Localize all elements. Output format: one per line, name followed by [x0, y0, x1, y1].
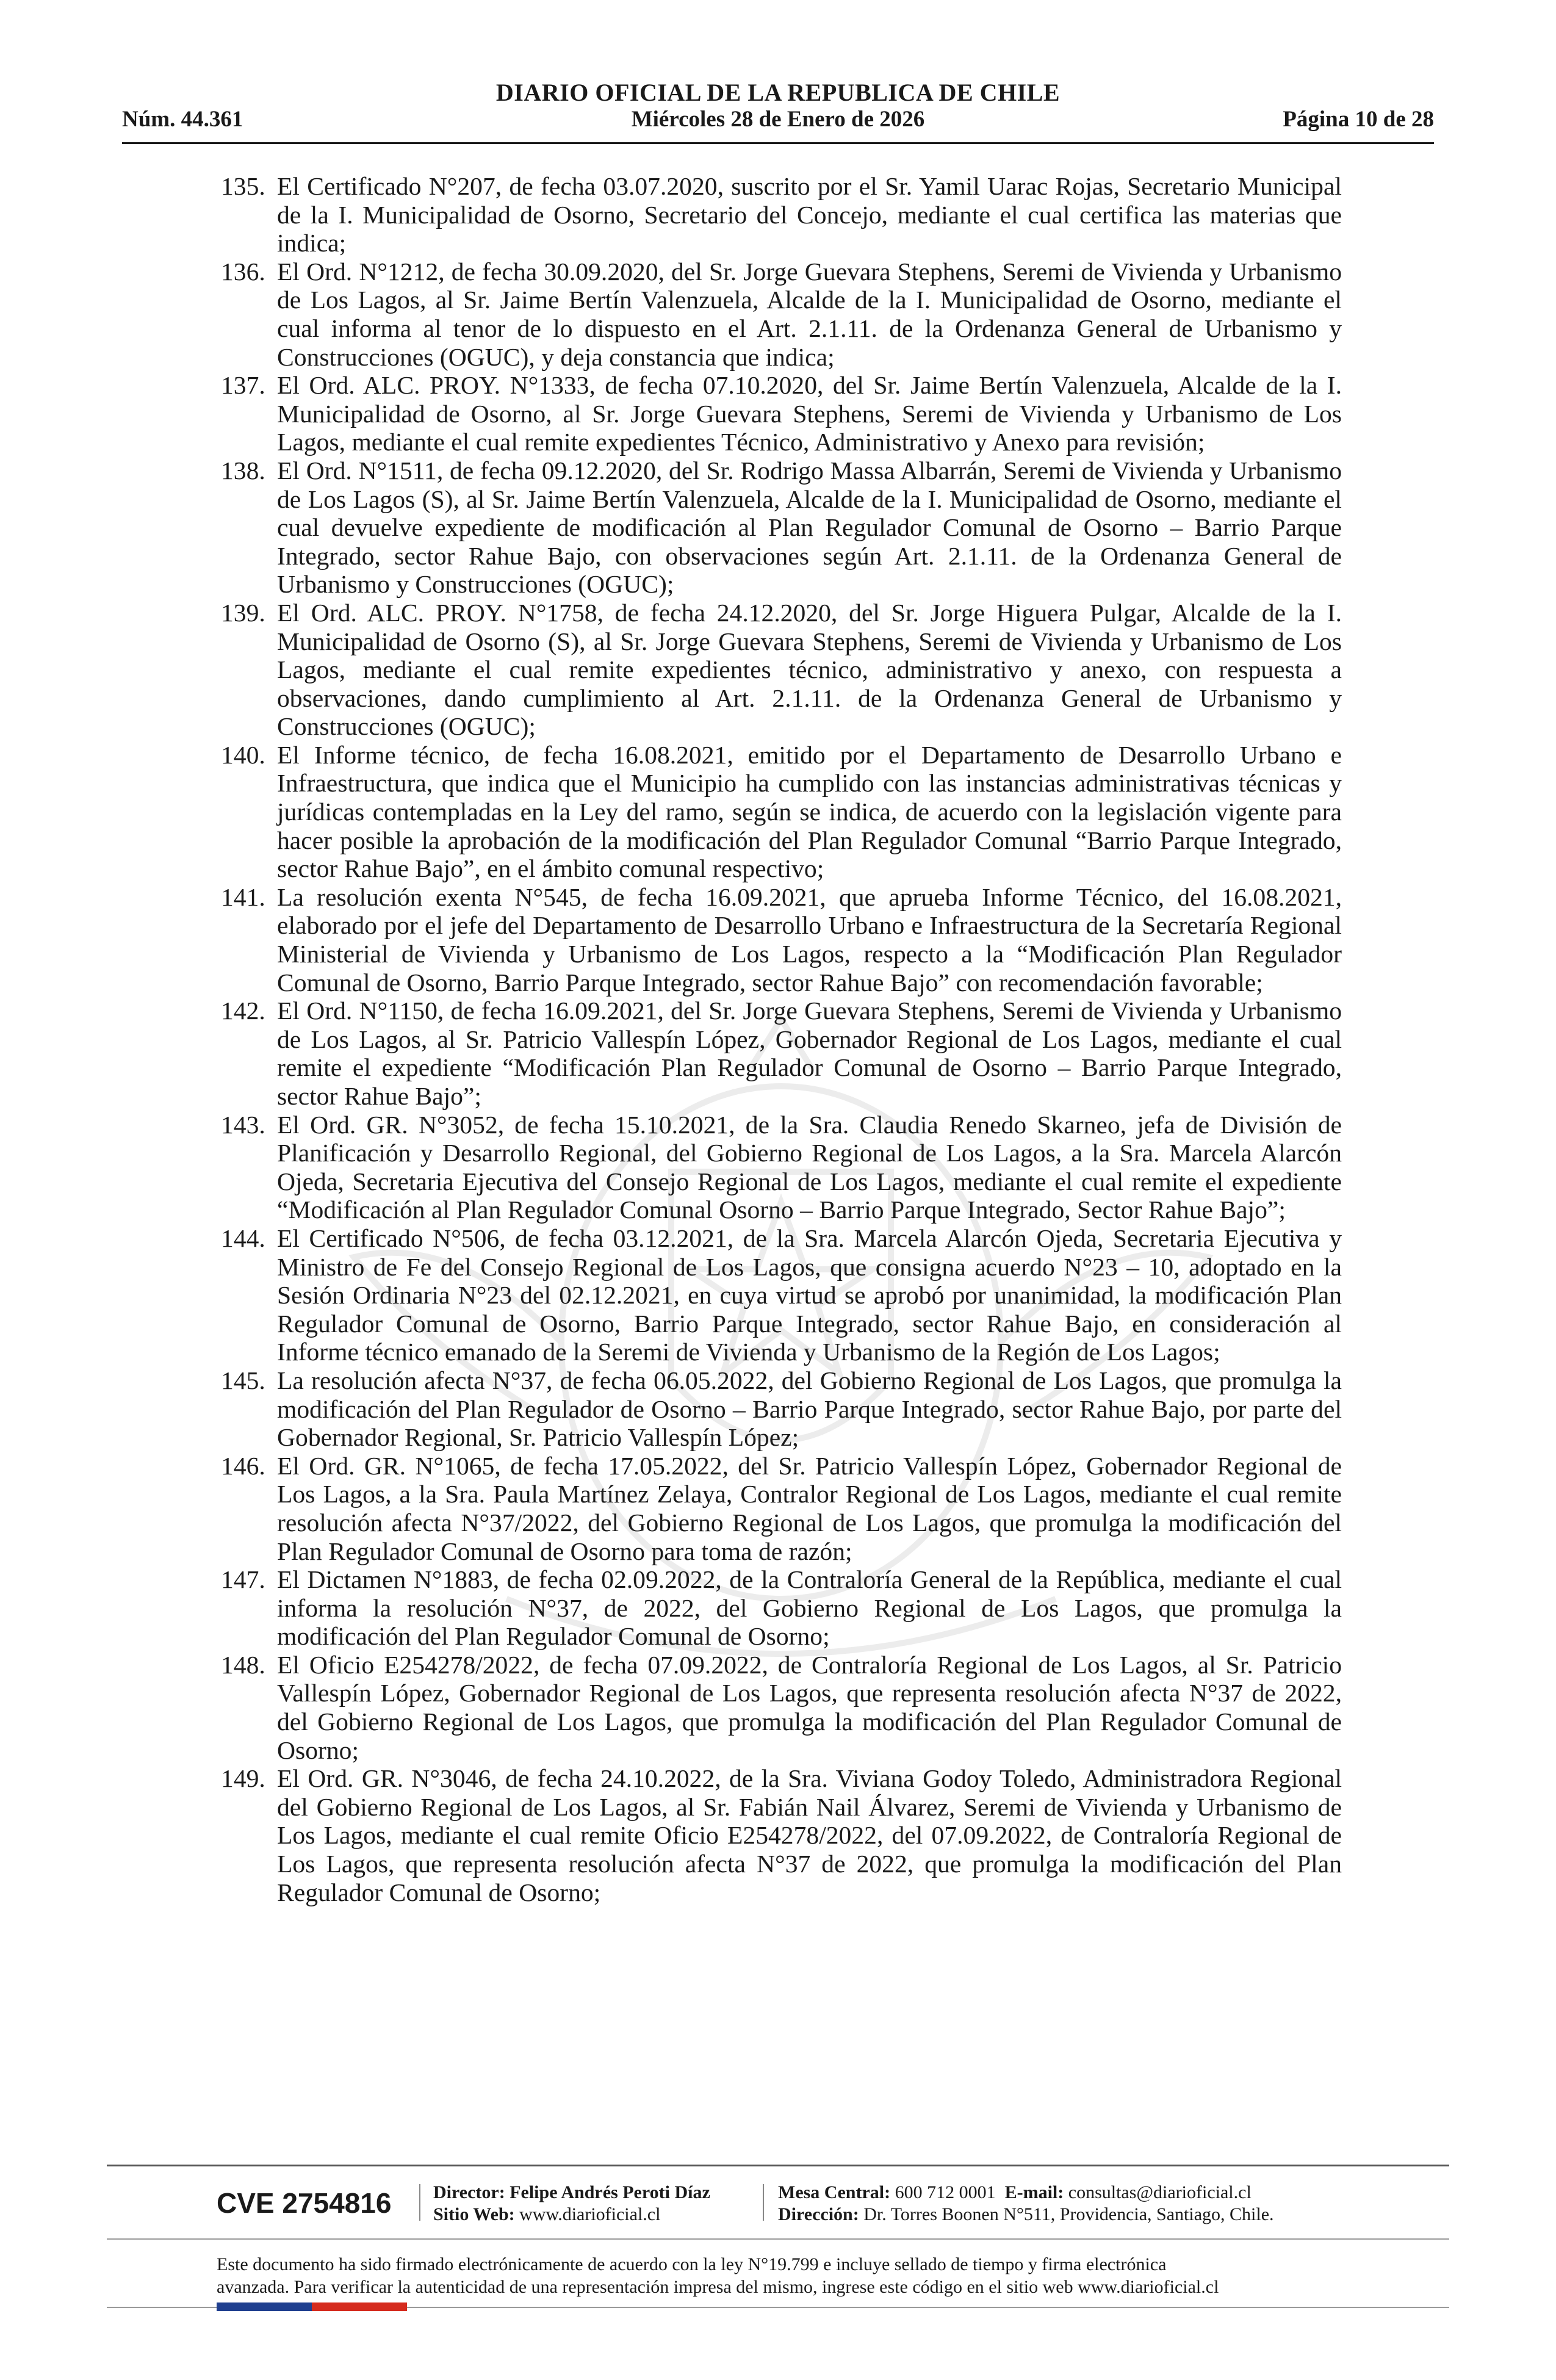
- page-header: [122, 78, 1434, 139]
- list-item: [221, 1565, 1342, 1651]
- item-text: El Ord. ALC. PROY. N°1333, de fecha 07.10.2020, del Sr. Jaime Bertín Valenzuela, Alcalde de la I. Municipalidad de Osorno, al Sr. Jorge Guevara Stephens, Seremi de Vivienda y Urbanismo de Los Lagos, mediante el cual remite expedientes Técnico, Administrativo y Anexo para revisión;: [277, 371, 1342, 456]
- item-text: La resolución afecta N°37, de fecha 06.05.2022, del Gobierno Regional de Los Lagos, que promulga la modificación del Plan Regulador de Osorno – Barrio Parque Integrado, sector Rahue Bajo, por parte del Gobernador Regional, Sr. Patricio Vallespín López;: [277, 1366, 1342, 1452]
- director-name: Felipe Andrés Peroti Díaz: [510, 2182, 710, 2202]
- footer-divider: [107, 2238, 1449, 2240]
- item-number: 135.: [221, 172, 265, 200]
- considerandos-list: [221, 172, 1342, 1906]
- item-text: El Oficio E254278/2022, de fecha 07.09.2022, de Contraloría Regional de Los Lagos, al Sr. Patricio Vallespín López, Gobernador Regional de Los Lagos, que representa resolución afecta N°37 de 2022, del Gobierno Regional de Los Lagos, que promulga la modificación del Plan Regulador Comunal de Osorno;: [277, 1650, 1342, 1764]
- item-number: 146.: [221, 1451, 265, 1480]
- list-item: [221, 172, 1342, 258]
- item-text: El Informe técnico, de fecha 16.08.2021, emitido por el Departamento de Desarrollo Urbano e Infraestructura, que indica que el Municipio ha cumplido con las instancias administrativas técnicas y jurídicas contempladas en la Ley del ramo, según se indica, de acuerdo con la legislación vigente para hacer posible la aprobación de la modificación del Plan Regulador Comunal “Barrio Parque Integrado, sector Rahue Bajo”, en el ámbito comunal respectivo;: [277, 740, 1342, 883]
- footer-director-block: [433, 2182, 710, 2226]
- publication-title: DIARIO OFICIAL DE LA REPUBLICA DE CHILE: [495, 79, 1061, 106]
- flag-red-segment: [312, 2302, 407, 2311]
- list-item: [221, 883, 1342, 997]
- item-number: 140.: [221, 740, 265, 769]
- flag-stripe: [217, 2302, 407, 2311]
- list-item: [221, 1111, 1342, 1224]
- item-text: El Ord. GR. N°1065, de fecha 17.05.2022, del Sr. Patricio Vallespín López, Gobernador Regional de Los Lagos, a la Sra. Paula Martínez Zelaya, Contralor Regional de Los Lagos, mediante el cual remite resolución afecta N°37/2022, del Gobierno Regional de Los Lagos, que promulga la modificación del Plan Regulador Comunal de Osorno para toma de razón;: [277, 1451, 1342, 1565]
- email-label: E-mail:: [1004, 2182, 1064, 2202]
- email-link[interactable]: consultas@diarioficial.cl: [1068, 2182, 1252, 2202]
- address-text: Dr. Torres Boonen N°511, Providencia, Santiago, Chile.: [863, 2204, 1274, 2224]
- item-text: El Ord. N°1150, de fecha 16.09.2021, del Sr. Jorge Guevara Stephens, Seremi de Vivienda y Urbanismo de Los Lagos, al Sr. Patricio Vallespín López, Gobernador Regional de Los Lagos, mediante el cual remite el expediente “Modificación Plan Regulador Comunal de Osorno – Barrio Parque Integrado, sector Rahue Bajo”;: [277, 997, 1342, 1110]
- item-text: El Dictamen N°1883, de fecha 02.09.2022, de la Contraloría General de la República, mediante el cual informa la resolución N°37, de 2022, del Gobierno Regional de Los Lagos, que promulga la modificación del Plan Regulador Comunal de Osorno;: [277, 1565, 1342, 1651]
- item-text: El Ord. N°1212, de fecha 30.09.2020, del Sr. Jorge Guevara Stephens, Seremi de Vivienda y Urbanismo de Los Lagos, al Sr. Jaime Bertín Valenzuela, Alcalde de la I. Municipalidad de Osorno, mediante el cual informa al tenor de lo dispuesto en el Art. 2.1.11. de la Ordenanza General de Urbanismo y Construcciones (OGUC), y deja constancia que indica;: [277, 257, 1342, 371]
- item-number: 148.: [221, 1650, 265, 1679]
- item-text: El Ord. N°1511, de fecha 09.12.2020, del Sr. Rodrigo Massa Albarrán, Seremi de Vivienda y Urbanismo de Los Lagos (S), al Sr. Jaime Bertín Valenzuela, Alcalde de la I. Municipalidad de Osorno, mediante el cual devuelve expediente de modificación al Plan Regulador Comunal de Osorno – Barrio Parque Integrado, sector Rahue Bajo, con observaciones según Art. 2.1.11. de la Ordenanza General de Urbanismo y Construcciones (OGUC);: [277, 456, 1342, 599]
- list-item: [221, 997, 1342, 1110]
- item-text: La resolución exenta N°545, de fecha 16.09.2021, que aprueba Informe Técnico, del 16.08.2021, elaborado por el jefe del Departamento de Desarrollo Urbano e Infraestructura de la Secretaría Regional Ministerial de Vivienda y Urbanismo de Los Lagos, respecto a la “Modificación Plan Regulador Comunal de Osorno, Barrio Parque Integrado, sector Rahue Bajo” con recomendación favorable;: [277, 882, 1342, 997]
- list-item: [221, 1366, 1342, 1452]
- phone-number: 600 712 0001: [895, 2182, 996, 2202]
- list-item: [221, 599, 1342, 741]
- web-label: Sitio Web:: [433, 2204, 515, 2224]
- item-number: 137.: [221, 371, 265, 400]
- item-number: 143.: [221, 1110, 265, 1139]
- web-link[interactable]: www.diarioficial.cl: [519, 2204, 661, 2224]
- item-number: 149.: [221, 1764, 265, 1793]
- item-number: 144.: [221, 1224, 265, 1252]
- page-footer: [217, 2182, 1376, 2230]
- phone-label: Mesa Central:: [778, 2182, 891, 2202]
- cve-code: CVE 2754816: [217, 2187, 392, 2219]
- list-item: [221, 456, 1342, 599]
- item-number: 141.: [221, 882, 265, 911]
- list-item: [221, 1452, 1342, 1565]
- item-number: 147.: [221, 1565, 265, 1594]
- notice-line: Este documento ha sido firmado electrónicamente de acuerdo con la ley N°19.799 e incluye sellado de tiempo y firma electrónica: [217, 2254, 1167, 2274]
- issue-number: Núm. 44.361: [122, 107, 243, 132]
- list-item: [221, 371, 1342, 456]
- footer-contact-block: [778, 2182, 1274, 2226]
- footer-separator: [419, 2184, 420, 2221]
- item-text: El Ord. ALC. PROY. N°1758, de fecha 24.12.2020, del Sr. Jorge Higuera Pulgar, Alcalde de la I. Municipalidad de Osorno (S), al Sr. Jorge Guevara Stephens, Seremi de Vivienda y Urbanismo de Los Lagos, mediante el cual remite expedientes técnico, administrativo y anexo, con respuesta a observaciones, dando cumplimiento al Art. 2.1.11. de la Ordenanza General de Urbanismo y Construcciones (OGUC);: [277, 598, 1342, 741]
- item-text: El Certificado N°506, de fecha 03.12.2021, de la Sra. Marcela Alarcón Ojeda, Secretaria Ejecutiva y Ministro de Fe del Consejo Regional de Los Lagos, que consigna acuerdo N°23 – 10, adoptado en la Sesión Ordinaria N°23 del 02.12.2021, en cuya virtud se aprobó por unanimidad, la modificación Plan Regulador Comunal de Osorno, Barrio Parque Integrado, sector Rahue Bajo, en consideración al Informe técnico emanado de la Seremi de Vivienda y Urbanismo de la Región de Los Lagos;: [277, 1224, 1342, 1366]
- footer-divider: [107, 2165, 1449, 2166]
- signature-notice: [217, 2253, 1376, 2298]
- item-text: El Ord. GR. N°3046, de fecha 24.10.2022, de la Sra. Viviana Godoy Toledo, Administradora Regional del Gobierno Regional de Los Lagos, al Sr. Fabián Nail Álvarez, Seremi de Vivienda y Urbanismo de Los Lagos, mediante el cual remite Oficio E254278/2022, del 07.09.2022, de Contraloría Regional de Los Lagos, que representa resolución afecta N°37 de 2022, que promulga la modificación del Plan Regulador Comunal de Osorno;: [277, 1764, 1342, 1906]
- address-label: Dirección:: [778, 2204, 859, 2224]
- item-number: 139.: [221, 598, 265, 627]
- page-number: Página 10 de 28: [1283, 107, 1434, 132]
- issue-date: Miércoles 28 de Enero de 2026: [631, 107, 925, 132]
- list-item: [221, 1764, 1342, 1906]
- item-number: 136.: [221, 257, 265, 286]
- item-text: El Ord. GR. N°3052, de fecha 15.10.2021, de la Sra. Claudia Renedo Skarneo, jefa de División de Planificación y Desarrollo Regional, del Gobierno Regional de Los Lagos, a la Sra. Marcela Alarcón Ojeda, Secretaria Ejecutiva del Consejo Regional de Los Lagos, mediante el cual remite el expediente “Modificación al Plan Regulador Comunal Osorno – Barrio Parque Integrado, Sector Rahue Bajo”;: [277, 1110, 1342, 1224]
- director-label: Director:: [433, 2182, 505, 2202]
- item-number: 138.: [221, 456, 265, 485]
- header-divider: [122, 142, 1434, 144]
- list-item: [221, 258, 1342, 371]
- list-item: [221, 741, 1342, 883]
- notice-line: avanzada. Para verificar la autenticidad de una representación impresa del mismo, ingrese este código en el sitio web www.diarioficial.cl: [217, 2277, 1219, 2297]
- flag-blue-segment: [217, 2302, 312, 2311]
- item-text: El Certificado N°207, de fecha 03.07.2020, suscrito por el Sr. Yamil Uarac Rojas, Secretario Municipal de la I. Municipalidad de Osorno, Secretario del Concejo, mediante el cual certifica las materias que indica;: [277, 172, 1342, 258]
- list-item: [221, 1224, 1342, 1366]
- item-number: 142.: [221, 997, 265, 1025]
- footer-separator: [763, 2184, 764, 2221]
- list-item: [221, 1651, 1342, 1764]
- item-number: 145.: [221, 1366, 265, 1394]
